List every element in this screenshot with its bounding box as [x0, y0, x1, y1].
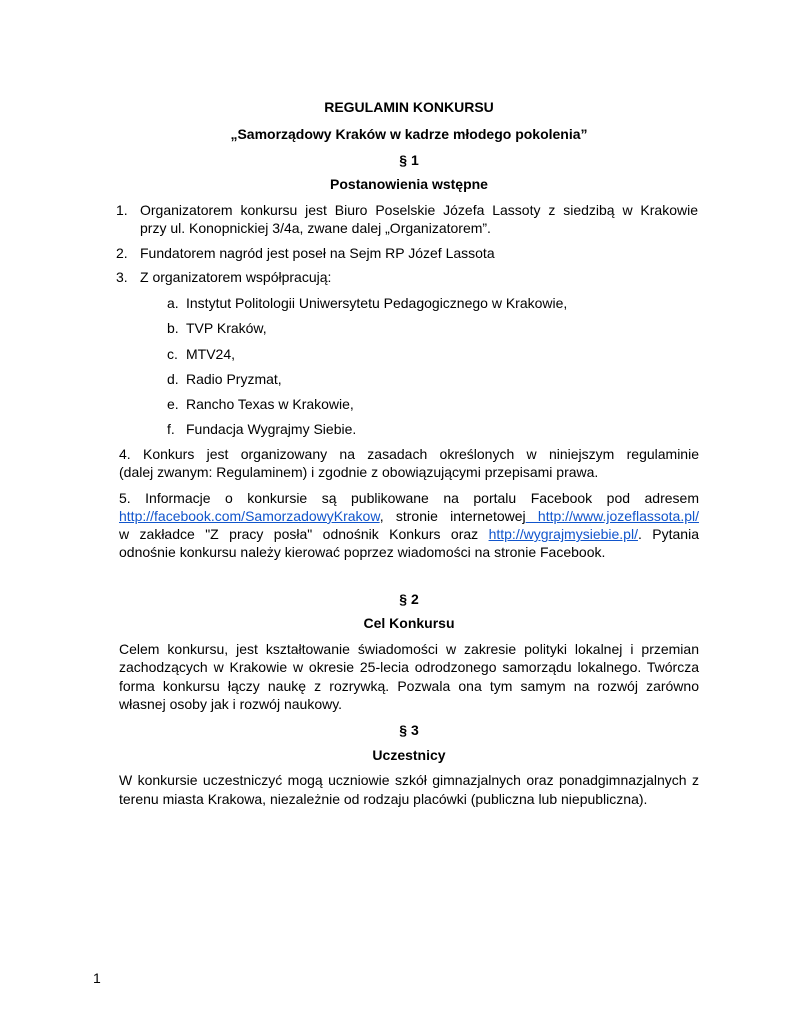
- paragraph-5-text: . Pytania: [637, 526, 699, 542]
- document-title: REGULAMIN KONKURSU: [324, 99, 494, 115]
- sublist-letter: b.: [167, 320, 179, 336]
- sublist-letter: f.: [167, 421, 175, 437]
- paragraph-5-line1: 5. Informacje o konkursie są publikowane na portalu Facebook pod adresem: [119, 490, 699, 506]
- wygrajmysiebie-link[interactable]: http://wygrajmysiebie.pl/: [488, 526, 638, 542]
- paragraph-5-line3: [119, 525, 699, 544]
- list-item-2: Fundatorem nagród jest poseł na Sejm RP Józef Lassota: [140, 245, 495, 261]
- section-1-heading: § 1: [399, 152, 419, 168]
- sublist-letter: d.: [167, 371, 179, 387]
- section-3-line: W konkursie uczestniczyć mogą uczniowie szkół gimnazjalnych oraz ponadgimnazjalnych z: [119, 772, 699, 788]
- list-item-number: 2.: [116, 245, 128, 261]
- paragraph-5-line4: odnośnie konkursu należy kierować poprzez wiadomości na stronie Facebook.: [119, 544, 606, 560]
- paragraph-5-text: w zakładce "Z pracy posła" odnośnik Konkurs oraz: [119, 526, 489, 542]
- paragraph-5-line2: [119, 507, 699, 526]
- paragraph-4-line1: 4. Konkurs jest organizowany na zasadach określonych w niniejszym regulaminie: [119, 446, 699, 462]
- section-2-line: własnej osoby jak i rozwój naukowy.: [119, 696, 343, 712]
- list-item-number: 3.: [116, 269, 128, 285]
- sublist-item-b: TVP Kraków,: [186, 320, 267, 336]
- facebook-link[interactable]: http://facebook.com/SamorzadowyKrakow: [119, 508, 380, 524]
- list-item-number: 1.: [116, 202, 128, 218]
- sublist-item-a: Instytut Politologii Uniwersytetu Pedagogicznego w Krakowie,: [186, 295, 568, 311]
- paragraph-4-line2: (dalej zwanym: Regulaminem) i zgodnie z obowiązującymi przepisami prawa.: [119, 464, 599, 480]
- sublist-item-c: MTV24,: [186, 346, 236, 362]
- section-2-line: forma konkursu łączy naukę z rozrywką. Pozwala ona tym samym na rozwój zarówno: [119, 678, 699, 694]
- page-number: 1: [93, 970, 101, 986]
- sublist-item-d: Radio Pryzmat,: [186, 371, 282, 387]
- section-3-line: terenu miasta Krakowa, niezależnie od rodzaju placówki (publiczna lub niepubliczna).: [119, 791, 648, 807]
- section-2-line: zachodzących w Krakowie w okresie 25-lecia odrodzonego samorządu lokalnego. Twórcza: [119, 659, 699, 675]
- section-2-title: Cel Konkursu: [363, 615, 455, 631]
- list-item-1-line2: przy ul. Konopnickiej 3/4a, zwane dalej „Organizatorem”.: [140, 220, 491, 236]
- sublist-letter: c.: [167, 346, 178, 362]
- paragraph-5-text: , stronie internetowej: [379, 508, 526, 524]
- section-1-title: Postanowienia wstępne: [330, 176, 488, 192]
- section-2-line: Celem konkursu, jest kształtowanie świadomości w zakresie polityki lokalnej i przemian: [119, 641, 699, 657]
- section-3-heading: § 3: [399, 722, 419, 738]
- sublist-item-e: Rancho Texas w Krakowie,: [186, 396, 354, 412]
- list-item-1-line1: Organizatorem konkursu jest Biuro Poselskie Józefa Lassoty z siedzibą w Krakowie: [140, 202, 698, 218]
- sublist-letter: e.: [167, 396, 179, 412]
- document-subtitle: „Samorządowy Kraków w kadrze młodego pokolenia”: [230, 126, 588, 142]
- section-2-heading: § 2: [399, 591, 419, 607]
- sublist-letter: a.: [167, 295, 179, 311]
- website-link[interactable]: http://www.jozeflassota.pl/: [525, 508, 699, 524]
- list-item-3: Z organizatorem współpracują:: [140, 269, 332, 285]
- section-3-title: Uczestnicy: [372, 747, 446, 763]
- sublist-item-f: Fundacja Wygrajmy Siebie.: [186, 421, 357, 437]
